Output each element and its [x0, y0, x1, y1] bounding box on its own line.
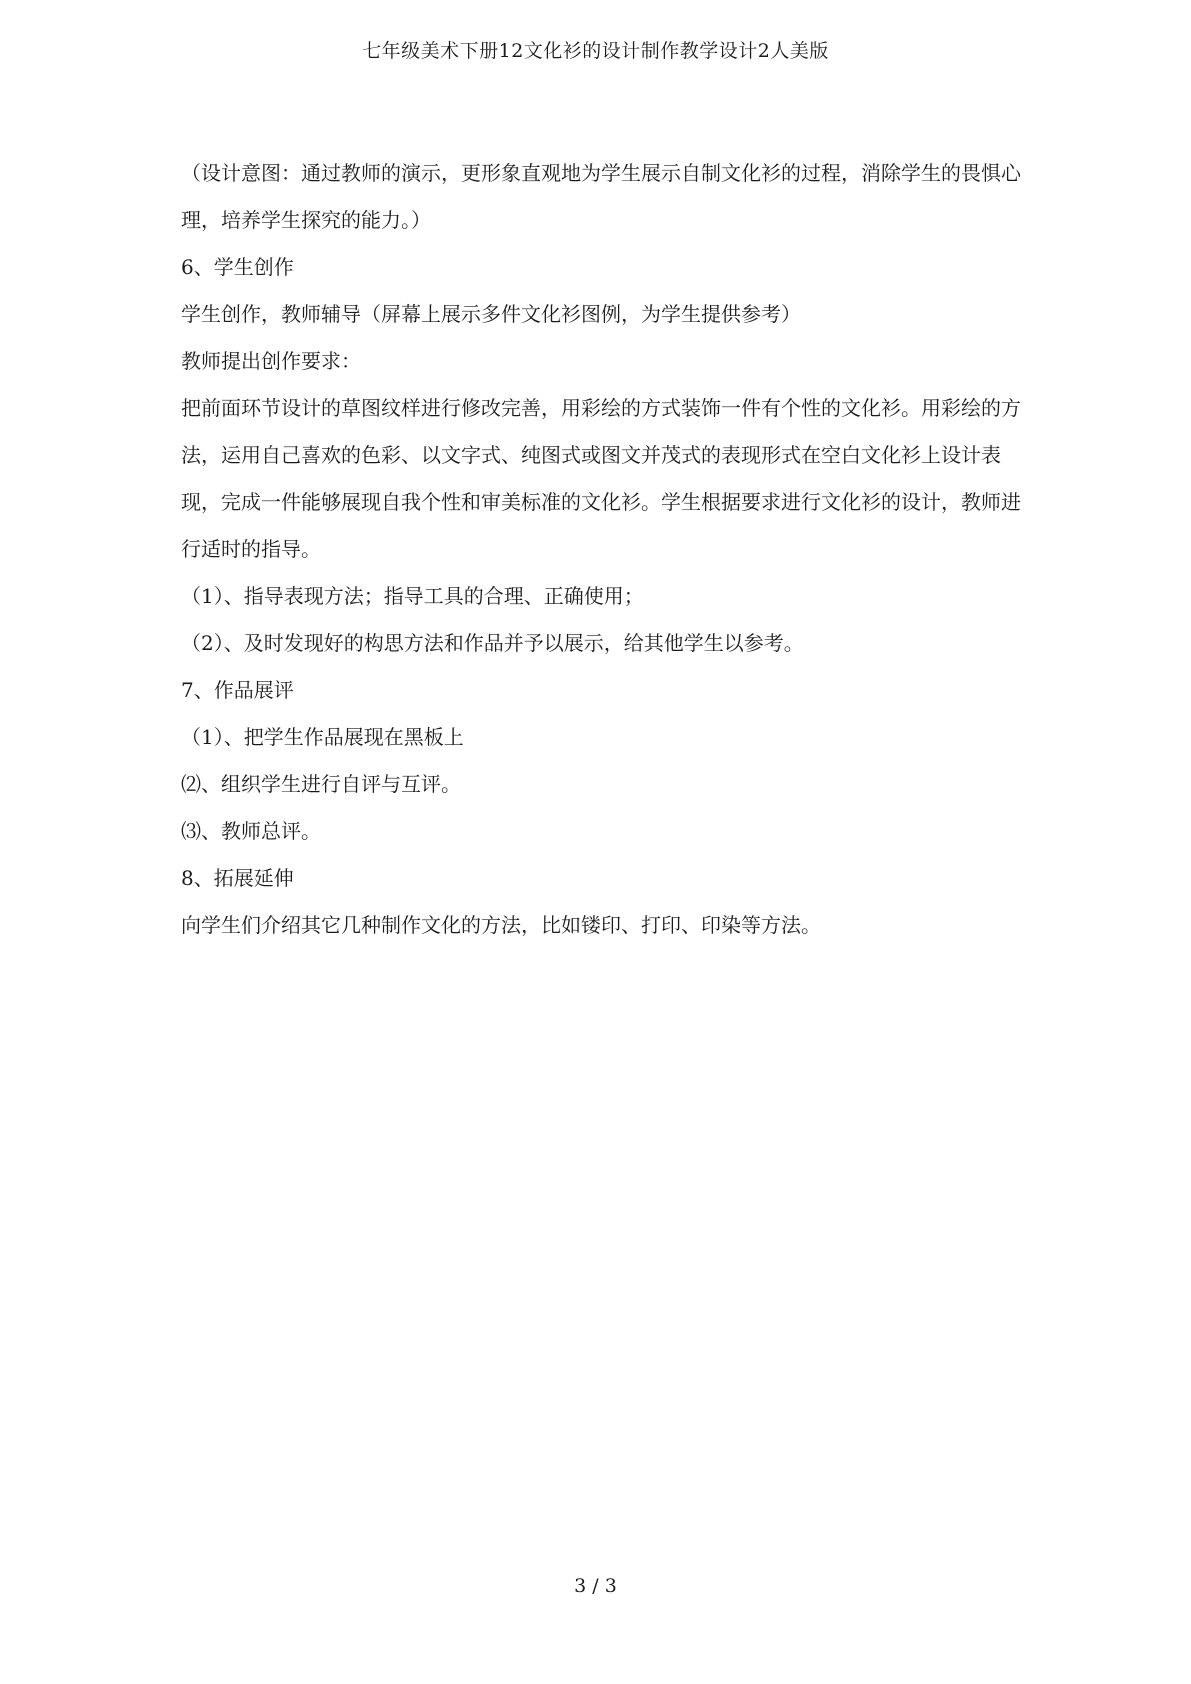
extension-paragraph: 向学生们介绍其它几种制作文化的方法，比如镂印、打印、印染等方法。 — [181, 913, 821, 937]
section-heading-6: 6、学生创作 — [181, 255, 294, 279]
section-heading-7: 7、作品展评 — [181, 678, 294, 702]
design-intent-paragraph: （设计意图：通过教师的演示，更形象直观地为学生展示自制文化衫的过程，消除学生的畏惧心理，培养学生探究的能力。） — [181, 161, 1021, 232]
student-creation-paragraph: 学生创作，教师辅导（屏幕上展示多件文化衫图例，为学生提供参考） — [181, 302, 801, 326]
page-number: 3 / 3 — [574, 1575, 617, 1597]
requirements-label: 教师提出创作要求： — [181, 349, 361, 373]
guidance-item-2: （2）、及时发现好的构思方法和作品并予以展示，给其他学生以参考。 — [181, 631, 804, 655]
section-heading-8: 8、拓展延伸 — [181, 866, 294, 890]
requirements-paragraph: 把前面环节设计的草图纹样进行修改完善，用彩绘的方式装饰一件有个性的文化衫。用彩绘的方法，运用自己喜欢的色彩、以文字式、纯图式或图文并茂式的表现形式在空白文化衫上设计表现，完成一件能够展现自我个性和审美标准的文化衫。学生根据要求进行文化衫的设计，教师进行适时的指导。 — [181, 396, 1021, 561]
page-header: 七年级美术下册12文化衫的设计制作教学设计2人美版 — [362, 40, 829, 62]
guidance-item-1: （1）、指导表现方法；指导工具的合理、正确使用； — [181, 584, 644, 608]
showcase-item-3: ⑶、教师总评。 — [181, 819, 321, 843]
showcase-item-1: （1）、把学生作品展现在黑板上 — [181, 725, 464, 749]
document-body — [181, 150, 1021, 949]
showcase-item-2: ⑵、组织学生进行自评与互评。 — [181, 772, 461, 796]
